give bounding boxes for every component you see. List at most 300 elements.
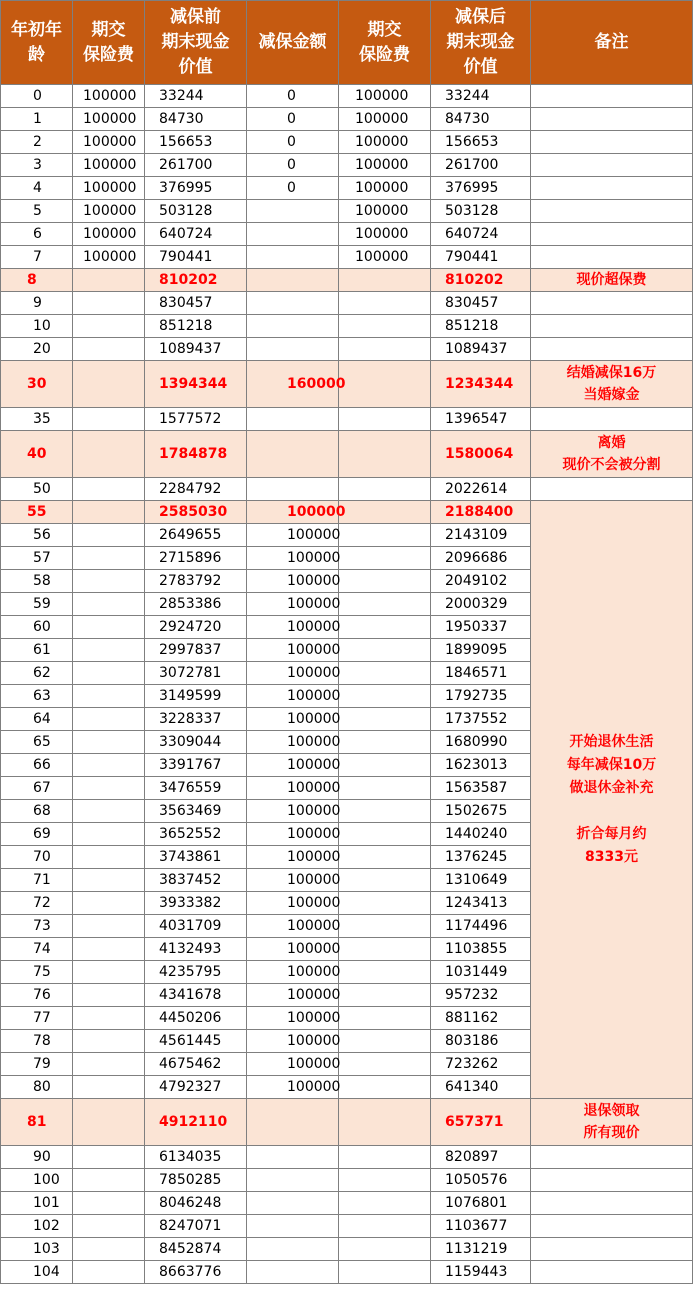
header-premium-after-line: 保险费 <box>359 44 410 65</box>
premium-cell <box>73 315 145 338</box>
premium-cell <box>73 1261 145 1284</box>
age-cell: 101 <box>1 1192 73 1215</box>
reduction-cell: 100000 <box>247 938 339 961</box>
premium-cell <box>73 639 145 662</box>
cash-value-after-cell: 1076801 <box>431 1192 531 1215</box>
age-cell: 104 <box>1 1261 73 1284</box>
cash-value-before-cell: 261700 <box>145 154 247 177</box>
cash-value-before-cell: 1089437 <box>145 338 247 361</box>
premium-cell <box>73 524 145 547</box>
age-cell: 62 <box>1 662 73 685</box>
premium-after-cell: 100000 <box>339 223 431 246</box>
remark-cell <box>531 361 693 408</box>
premium-after-cell <box>339 524 431 547</box>
age-cell: 56 <box>1 524 73 547</box>
premium-cell: 100000 <box>73 154 145 177</box>
reduction-cell: 100000 <box>247 961 339 984</box>
cash-value-before-cell: 2649655 <box>145 524 247 547</box>
table-row <box>1 1238 693 1261</box>
cash-value-after-cell: 2188400 <box>431 501 531 524</box>
cash-value-after-cell: 33244 <box>431 85 531 108</box>
reduction-cell: 0 <box>247 154 339 177</box>
reduction-cell: 100000 <box>247 731 339 754</box>
reduction-cell <box>247 1238 339 1261</box>
age-cell: 70 <box>1 846 73 869</box>
remark-line: 离婚 <box>597 435 626 451</box>
age-cell: 2 <box>1 131 73 154</box>
cash-value-before-cell: 810202 <box>145 269 247 292</box>
age-cell: 59 <box>1 593 73 616</box>
remark-cell <box>531 1238 693 1261</box>
cash-value-after-cell: 1563587 <box>431 777 531 800</box>
reduction-cell: 0 <box>247 85 339 108</box>
cash-value-before-cell: 4132493 <box>145 938 247 961</box>
reduction-cell <box>247 223 339 246</box>
table-row <box>1 501 693 524</box>
header-premium-after-line: 期交 <box>367 19 402 40</box>
reduction-cell <box>247 1169 339 1192</box>
reduction-cell: 100000 <box>247 800 339 823</box>
cash-value-after-cell: 1440240 <box>431 823 531 846</box>
cash-value-before-cell: 2853386 <box>145 593 247 616</box>
age-cell: 90 <box>1 1146 73 1169</box>
premium-cell <box>73 547 145 570</box>
remark-cell <box>531 1261 693 1284</box>
header-remarks <box>531 1 693 85</box>
cash-value-before-cell: 3149599 <box>145 685 247 708</box>
remark-cell <box>531 177 693 200</box>
retirement-note-line: 做退休金补充 <box>569 779 654 796</box>
table-row <box>1 1261 693 1284</box>
header-cash-value-after-line: 减保后 <box>455 7 506 27</box>
premium-after-cell <box>339 315 431 338</box>
cash-value-after-cell: 1580064 <box>431 431 531 478</box>
remark-cell <box>531 1215 693 1238</box>
premium-after-cell <box>339 685 431 708</box>
header-premium-line: 保险费 <box>83 44 134 65</box>
age-cell: 71 <box>1 869 73 892</box>
remark-cell <box>531 1146 693 1169</box>
cash-value-after-cell: 1103677 <box>431 1215 531 1238</box>
premium-after-cell <box>339 1030 431 1053</box>
cash-value-after-cell: 1680990 <box>431 731 531 754</box>
table-row <box>1 246 693 269</box>
premium-after-cell <box>339 431 431 478</box>
table-row <box>1 177 693 200</box>
age-cell: 8 <box>1 269 73 292</box>
premium-after-cell <box>339 708 431 731</box>
cash-value-before-cell: 1784878 <box>145 431 247 478</box>
premium-after-cell <box>339 1215 431 1238</box>
cash-value-after-cell: 810202 <box>431 269 531 292</box>
reduction-cell: 100000 <box>247 570 339 593</box>
remark-cell <box>531 478 693 501</box>
header-cash-value-before-line: 价值 <box>178 57 213 77</box>
remark-line: 当婚嫁金 <box>583 387 640 403</box>
age-cell: 102 <box>1 1215 73 1238</box>
premium-after-cell <box>339 915 431 938</box>
premium-after-cell <box>339 984 431 1007</box>
cash-value-after-cell: 1950337 <box>431 616 531 639</box>
cash-value-before-cell: 84730 <box>145 108 247 131</box>
premium-after-cell <box>339 1076 431 1099</box>
cash-value-after-cell: 1396547 <box>431 408 531 431</box>
age-cell: 68 <box>1 800 73 823</box>
cash-value-before-cell: 376995 <box>145 177 247 200</box>
premium-cell <box>73 708 145 731</box>
header-row <box>1 1 693 85</box>
header-cash-value-before-line: 期末现金 <box>161 32 230 52</box>
cash-value-after-cell: 2049102 <box>431 570 531 593</box>
reduction-cell: 100000 <box>247 823 339 846</box>
table-row <box>1 223 693 246</box>
premium-cell <box>73 1099 145 1146</box>
age-cell: 4 <box>1 177 73 200</box>
cash-value-after-cell: 1310649 <box>431 869 531 892</box>
reduction-cell <box>247 1099 339 1146</box>
premium-cell <box>73 1238 145 1261</box>
premium-after-cell <box>339 338 431 361</box>
premium-cell <box>73 1215 145 1238</box>
retirement-note-line: 开始退休生活 <box>569 733 654 750</box>
cash-value-before-cell: 4912110 <box>145 1099 247 1146</box>
remark-cell <box>531 1192 693 1215</box>
cash-value-after-cell: 1376245 <box>431 846 531 869</box>
table-body <box>1 85 693 1284</box>
reduction-cell: 100000 <box>247 708 339 731</box>
header-age-line: 年初年 <box>11 19 62 40</box>
header-cash-value-before <box>145 1 247 85</box>
premium-after-cell <box>339 593 431 616</box>
reduction-cell: 100000 <box>247 616 339 639</box>
remark-cell <box>531 223 693 246</box>
cash-value-before-cell: 4341678 <box>145 984 247 1007</box>
reduction-cell: 100000 <box>247 892 339 915</box>
reduction-cell: 100000 <box>247 915 339 938</box>
cash-value-before-cell: 2284792 <box>145 478 247 501</box>
remark-cell <box>531 269 693 292</box>
premium-after-cell <box>339 1192 431 1215</box>
age-cell: 60 <box>1 616 73 639</box>
cash-value-after-cell: 851218 <box>431 315 531 338</box>
table-row <box>1 315 693 338</box>
premium-cell <box>73 292 145 315</box>
cash-value-after-cell: 1502675 <box>431 800 531 823</box>
table-row <box>1 408 693 431</box>
table-row <box>1 1099 693 1146</box>
age-cell: 7 <box>1 246 73 269</box>
reduction-cell: 100000 <box>247 846 339 869</box>
cash-value-after-cell: 1792735 <box>431 685 531 708</box>
premium-cell <box>73 961 145 984</box>
cash-value-before-cell: 156653 <box>145 131 247 154</box>
premium-cell <box>73 269 145 292</box>
cash-value-before-cell: 3309044 <box>145 731 247 754</box>
reduction-cell: 100000 <box>247 777 339 800</box>
premium-after-cell: 100000 <box>339 108 431 131</box>
cash-value-before-cell: 3652552 <box>145 823 247 846</box>
cash-value-after-cell: 261700 <box>431 154 531 177</box>
cash-value-after-cell: 1131219 <box>431 1238 531 1261</box>
age-cell: 20 <box>1 338 73 361</box>
reduction-cell <box>247 1146 339 1169</box>
cash-value-after-cell: 657371 <box>431 1099 531 1146</box>
age-cell: 57 <box>1 547 73 570</box>
age-cell: 72 <box>1 892 73 915</box>
cash-value-before-cell: 8663776 <box>145 1261 247 1284</box>
cash-value-before-cell: 2924720 <box>145 616 247 639</box>
premium-cell <box>73 501 145 524</box>
reduction-cell: 160000 <box>247 361 339 408</box>
reduction-cell: 100000 <box>247 1007 339 1030</box>
age-cell: 63 <box>1 685 73 708</box>
header-cash-value-before-line: 减保前 <box>170 7 221 27</box>
remark-line: 所有现价 <box>583 1125 640 1141</box>
premium-cell <box>73 361 145 408</box>
age-cell: 55 <box>1 501 73 524</box>
premium-cell <box>73 685 145 708</box>
retirement-note-line: 8333元 <box>585 848 638 865</box>
age-cell: 61 <box>1 639 73 662</box>
premium-cell <box>73 869 145 892</box>
cash-value-after-cell: 790441 <box>431 246 531 269</box>
cash-value-before-cell: 2997837 <box>145 639 247 662</box>
remark-line: 退保领取 <box>583 1103 640 1119</box>
retirement-note-line: 每年减保10万 <box>566 756 657 773</box>
reduction-cell <box>247 408 339 431</box>
cash-value-after-cell: 803186 <box>431 1030 531 1053</box>
premium-after-cell <box>339 777 431 800</box>
cash-value-after-cell: 1159443 <box>431 1261 531 1284</box>
header-reduction-amount-line: 减保金额 <box>258 32 327 52</box>
cash-value-before-cell: 2585030 <box>145 501 247 524</box>
premium-after-cell <box>339 1007 431 1030</box>
remark-line: 现价超保费 <box>576 272 647 288</box>
premium-cell <box>73 915 145 938</box>
reduction-cell: 100000 <box>247 524 339 547</box>
cash-value-before-cell: 3563469 <box>145 800 247 823</box>
cash-value-before-cell: 3933382 <box>145 892 247 915</box>
premium-cell <box>73 408 145 431</box>
table-row <box>1 200 693 223</box>
cash-value-before-cell: 503128 <box>145 200 247 223</box>
cash-value-after-cell: 1899095 <box>431 639 531 662</box>
remark-cell <box>531 408 693 431</box>
cash-value-after-cell: 84730 <box>431 108 531 131</box>
reduction-cell <box>247 292 339 315</box>
header-cash-value-after-line: 期末现金 <box>446 32 515 52</box>
premium-cell <box>73 616 145 639</box>
age-cell: 1 <box>1 108 73 131</box>
cash-value-after-cell: 376995 <box>431 177 531 200</box>
premium-after-cell <box>339 892 431 915</box>
cash-value-after-cell: 957232 <box>431 984 531 1007</box>
cash-value-before-cell: 790441 <box>145 246 247 269</box>
table-row <box>1 1146 693 1169</box>
age-cell: 35 <box>1 408 73 431</box>
cash-value-before-cell: 2783792 <box>145 570 247 593</box>
cash-value-before-cell: 3837452 <box>145 869 247 892</box>
premium-after-cell <box>339 938 431 961</box>
cash-value-after-cell: 641340 <box>431 1076 531 1099</box>
table-row <box>1 431 693 478</box>
premium-after-cell <box>339 846 431 869</box>
remark-cell <box>531 108 693 131</box>
reduction-cell <box>247 478 339 501</box>
reduction-cell: 100000 <box>247 1030 339 1053</box>
reduction-cell: 100000 <box>247 685 339 708</box>
premium-cell: 100000 <box>73 85 145 108</box>
cash-value-before-cell: 6134035 <box>145 1146 247 1169</box>
cash-value-after-cell: 2022614 <box>431 478 531 501</box>
reduction-cell <box>247 1215 339 1238</box>
cash-value-after-cell: 2096686 <box>431 547 531 570</box>
age-cell: 58 <box>1 570 73 593</box>
cash-value-after-cell: 1031449 <box>431 961 531 984</box>
cash-value-after-cell: 1103855 <box>431 938 531 961</box>
premium-cell <box>73 777 145 800</box>
reduction-cell: 100000 <box>247 501 339 524</box>
premium-cell <box>73 570 145 593</box>
remark-cell <box>531 292 693 315</box>
reduction-cell: 100000 <box>247 869 339 892</box>
age-cell: 3 <box>1 154 73 177</box>
age-cell: 75 <box>1 961 73 984</box>
remark-cell <box>531 1099 693 1146</box>
header-age <box>1 1 73 85</box>
premium-cell <box>73 846 145 869</box>
table-row <box>1 338 693 361</box>
cash-value-before-cell: 4561445 <box>145 1030 247 1053</box>
table-row <box>1 478 693 501</box>
table-row <box>1 85 693 108</box>
age-cell: 30 <box>1 361 73 408</box>
cash-value-before-cell: 4450206 <box>145 1007 247 1030</box>
remark-cell <box>531 154 693 177</box>
cash-value-before-cell: 7850285 <box>145 1169 247 1192</box>
cash-value-before-cell: 3072781 <box>145 662 247 685</box>
age-cell: 100 <box>1 1169 73 1192</box>
premium-after-cell <box>339 292 431 315</box>
age-cell: 66 <box>1 754 73 777</box>
table-row <box>1 292 693 315</box>
cash-value-before-cell: 3391767 <box>145 754 247 777</box>
reduction-cell: 100000 <box>247 547 339 570</box>
header-reduction-amount <box>247 1 339 85</box>
premium-after-cell: 100000 <box>339 85 431 108</box>
reduction-cell: 0 <box>247 131 339 154</box>
age-cell: 6 <box>1 223 73 246</box>
premium-cell <box>73 478 145 501</box>
age-cell: 10 <box>1 315 73 338</box>
premium-after-cell <box>339 478 431 501</box>
premium-cell <box>73 1146 145 1169</box>
remark-cell <box>531 1169 693 1192</box>
premium-cell <box>73 892 145 915</box>
premium-after-cell: 100000 <box>339 200 431 223</box>
premium-cell <box>73 431 145 478</box>
table-row <box>1 269 693 292</box>
table-row <box>1 1192 693 1215</box>
premium-after-cell <box>339 1169 431 1192</box>
premium-after-cell <box>339 1146 431 1169</box>
premium-after-cell: 100000 <box>339 177 431 200</box>
age-cell: 77 <box>1 1007 73 1030</box>
remark-cell <box>531 315 693 338</box>
premium-cell: 100000 <box>73 177 145 200</box>
premium-cell <box>73 1192 145 1215</box>
cash-value-before-cell: 8046248 <box>145 1192 247 1215</box>
premium-cell <box>73 1030 145 1053</box>
reduction-cell: 100000 <box>247 662 339 685</box>
reduction-cell: 100000 <box>247 1076 339 1099</box>
premium-after-cell <box>339 731 431 754</box>
premium-after-cell <box>339 662 431 685</box>
reduction-cell: 100000 <box>247 984 339 1007</box>
premium-after-cell: 100000 <box>339 154 431 177</box>
cash-value-before-cell: 4031709 <box>145 915 247 938</box>
age-cell: 67 <box>1 777 73 800</box>
reduction-cell: 100000 <box>247 593 339 616</box>
cash-value-after-cell: 2000329 <box>431 593 531 616</box>
remark-cell <box>531 338 693 361</box>
reduction-cell <box>247 431 339 478</box>
cash-value-before-cell: 33244 <box>145 85 247 108</box>
cash-value-before-cell: 851218 <box>145 315 247 338</box>
age-cell: 64 <box>1 708 73 731</box>
age-cell: 76 <box>1 984 73 1007</box>
premium-cell: 100000 <box>73 131 145 154</box>
reduction-cell <box>247 315 339 338</box>
premium-cell <box>73 984 145 1007</box>
cash-value-after-cell: 820897 <box>431 1146 531 1169</box>
cash-value-after-cell: 156653 <box>431 131 531 154</box>
premium-after-cell <box>339 501 431 524</box>
cash-value-before-cell: 4792327 <box>145 1076 247 1099</box>
premium-after-cell <box>339 869 431 892</box>
premium-cell <box>73 593 145 616</box>
age-cell: 103 <box>1 1238 73 1261</box>
remark-line: 结婚减保16万 <box>566 365 657 381</box>
cash-value-before-cell: 2715896 <box>145 547 247 570</box>
premium-after-cell <box>339 547 431 570</box>
premium-after-cell <box>339 616 431 639</box>
reduction-cell: 100000 <box>247 1053 339 1076</box>
cash-value-before-cell: 640724 <box>145 223 247 246</box>
table-row <box>1 1169 693 1192</box>
premium-cell: 100000 <box>73 246 145 269</box>
header-premium <box>73 1 145 85</box>
age-cell: 74 <box>1 938 73 961</box>
cash-value-before-cell: 4675462 <box>145 1053 247 1076</box>
cash-value-after-cell: 640724 <box>431 223 531 246</box>
age-cell: 81 <box>1 1099 73 1146</box>
table-row <box>1 154 693 177</box>
reduction-cell <box>247 1192 339 1215</box>
cash-value-after-cell: 2143109 <box>431 524 531 547</box>
premium-cell <box>73 662 145 685</box>
table-row <box>1 131 693 154</box>
age-cell: 40 <box>1 431 73 478</box>
cash-value-after-cell: 881162 <box>431 1007 531 1030</box>
premium-after-cell <box>339 570 431 593</box>
premium-after-cell <box>339 800 431 823</box>
reduction-cell: 100000 <box>247 639 339 662</box>
premium-after-cell <box>339 754 431 777</box>
age-cell: 69 <box>1 823 73 846</box>
age-cell: 78 <box>1 1030 73 1053</box>
cash-value-before-cell: 4235795 <box>145 961 247 984</box>
